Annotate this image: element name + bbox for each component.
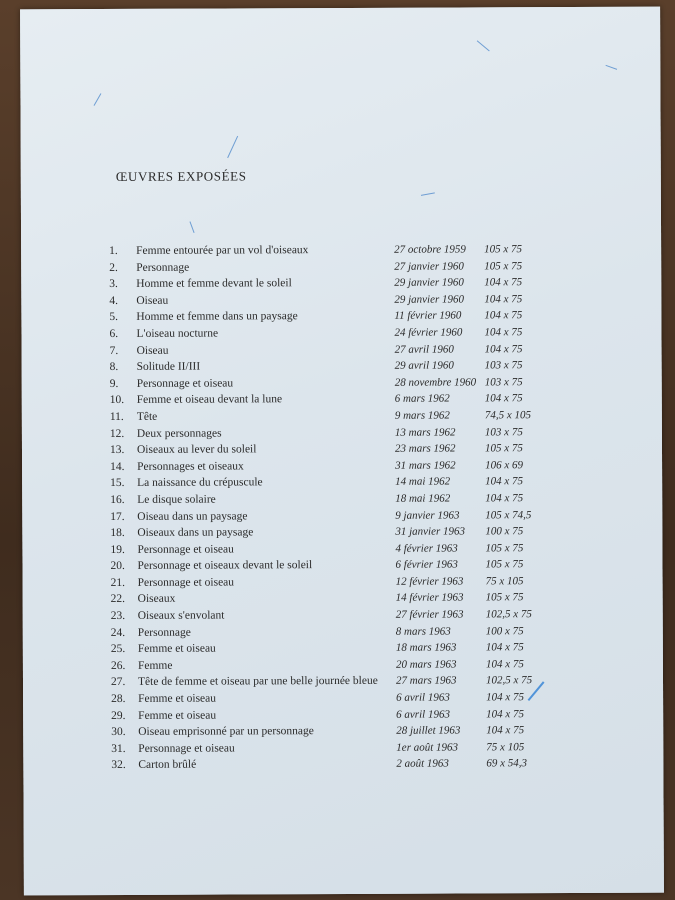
work-item [109,324,579,343]
work-date: 2 août 1963 [396,757,449,771]
work-number: 24. [110,626,126,639]
work-number: 22. [110,593,126,606]
work-title: Personnage [136,261,190,274]
work-date: 27 janvier 1960 [394,260,464,273]
work-title: Oiseaux s'envolant [137,609,225,622]
work-number: 17. [110,510,125,523]
work-number: 8. [109,361,119,374]
work-item [110,473,580,492]
work-item [109,241,579,260]
work-dimensions: 104 x 75 [484,326,523,339]
work-title: Oiseaux [137,593,176,606]
work-number: 11. [109,410,124,423]
blue-speck [606,65,618,70]
work-number: 15. [110,477,125,490]
work-number: 20. [110,560,125,573]
work-date: 27 octobre 1959 [394,243,466,256]
work-title: Personnage et oiseau [136,377,234,390]
work-title: Oiseau [136,344,169,357]
work-number: 31. [111,742,126,755]
work-title: Solitude II/III [136,360,201,374]
work-dimensions: 102,5 x 75 [485,608,532,621]
works-list [109,241,581,774]
work-dimensions: 105 x 75 [484,259,523,272]
work-date: 23 mars 1962 [394,442,456,455]
work-date: 28 juillet 1963 [396,724,461,737]
work-dimensions: 105 x 75 [484,442,523,455]
work-dimensions: 103 x 75 [484,425,523,438]
work-dimensions: 102,5 x 75 [485,674,533,687]
work-number: 25. [110,643,126,656]
work-date: 1er août 1963 [396,741,459,754]
work-date: 9 mars 1962 [394,409,450,422]
work-dimensions: 100 x 75 [485,624,524,638]
work-item [110,540,580,559]
work-number: 29. [111,709,126,722]
work-date: 18 mars 1963 [395,641,457,655]
work-item [110,341,580,360]
work-title: Oiseaux au lever du soleil [136,443,257,457]
work-title: Oiseau dans un paysage [137,509,248,523]
work-dimensions: 103 x 75 [484,375,523,389]
work-number: 13. [109,444,125,457]
work-number: 30. [111,726,126,739]
paper-sheet [20,7,664,896]
work-dimensions: 104 x 75 [486,691,524,704]
work-number: 6. [109,327,119,340]
work-dimensions: 104 x 75 [485,475,524,488]
work-date: 27 février 1963 [395,608,464,621]
work-item [111,722,581,741]
work-title: Homme et femme devant le soleil [136,277,292,291]
work-dimensions: 105 x 75 [485,591,524,604]
blue-speck [477,40,490,51]
work-number: 3. [109,278,118,291]
blue-speck [94,93,102,106]
work-title: Personnage et oiseau [137,576,235,589]
work-title: Tête [136,410,158,423]
work-title: Tête de femme et oiseau par une belle journée bleue [137,675,378,689]
work-item [110,357,580,376]
work-dimensions: 104 x 75 [484,276,523,289]
work-item [110,506,580,525]
work-date: 27 mars 1963 [395,674,457,688]
work-date: 8 mars 1963 [395,625,451,638]
work-title: Oiseau [136,294,169,307]
work-item [111,606,581,625]
work-item [110,440,580,459]
work-item [111,656,581,675]
work-dimensions: 104 x 75 [485,492,524,505]
work-dimensions: 105 x 75 [484,243,523,256]
work-dimensions: 104 x 75 [484,309,523,322]
work-date: 14 mai 1962 [395,475,451,489]
work-dimensions: 100 x 75 [485,525,524,538]
work-item [110,374,580,393]
work-item [111,573,581,592]
work-item [110,490,580,509]
work-title: La naissance du crépuscule [137,476,263,490]
work-date: 18 mai 1962 [395,492,451,505]
work-item [111,689,581,708]
work-dimensions: 105 x 75 [485,558,524,571]
work-item [109,274,579,293]
work-item [111,589,581,608]
work-dimensions: 104 x 75 [484,292,523,306]
work-item [111,639,581,658]
work-item [110,390,580,409]
work-item [111,706,581,725]
work-number: 12. [109,427,125,440]
work-title: Oiseaux dans un paysage [137,526,254,539]
work-date: 31 mars 1962 [395,459,456,472]
work-date: 13 mars 1962 [394,426,456,439]
work-number: 1. [109,244,118,258]
work-item [109,291,579,310]
work-title: Deux personnages [136,427,222,440]
work-item [110,556,580,575]
work-title: Le disque solaire [137,493,216,506]
blue-speck [421,192,435,195]
work-date: 24 février 1960 [394,326,463,339]
work-title: Femme et oiseau [138,692,217,705]
work-number: 4. [109,294,118,307]
work-number: 27. [110,676,126,689]
work-date: 6 mars 1962 [394,392,450,406]
work-number: 10. [109,394,125,407]
work-number: 9. [109,377,119,390]
work-number: 16. [110,493,125,506]
page-heading: ŒUVRES EXPOSÉES [115,168,247,184]
work-dimensions: 104 x 75 [485,658,524,671]
work-date: 29 janvier 1960 [394,276,464,289]
work-date: 29 avril 1960 [394,359,454,372]
work-title: Femme [137,659,173,672]
work-date: 6 février 1963 [395,558,458,572]
work-number: 2. [109,261,118,274]
blue-speck [227,136,238,158]
work-dimensions: 75 x 105 [486,741,525,754]
work-number: 21. [110,576,125,589]
work-title: Femme et oiseau devant la lune [136,393,283,407]
work-title: L'oiseau nocturne [136,327,219,340]
work-date: 11 février 1960 [394,309,462,323]
work-date: 27 avril 1960 [394,343,454,356]
work-item [110,423,580,442]
work-item [111,672,581,691]
work-item [110,457,580,476]
work-date: 29 janvier 1960 [394,293,465,306]
work-number: 32. [111,759,126,772]
work-dimensions: 104 x 75 [486,707,525,720]
work-date: 9 janvier 1963 [395,508,460,522]
work-dimensions: 104 x 75 [486,724,525,737]
work-title: Personnages et oiseaux [137,460,244,473]
work-title: Personnage et oiseaux devant le soleil [137,559,313,573]
work-date: 6 avril 1963 [396,708,450,721]
work-title: Homme et femme dans un paysage [136,310,298,324]
work-date: 6 avril 1963 [396,691,450,704]
work-title: Personnage et oiseau [138,742,235,755]
work-number: 18. [110,527,125,540]
work-item [109,307,579,326]
work-date: 31 janvier 1963 [395,525,466,538]
work-dimensions: 104 x 75 [484,392,523,405]
work-dimensions: 103 x 75 [484,359,523,372]
work-title: Carton brûlé [138,759,197,772]
work-item [110,407,580,426]
blue-speck [189,221,194,233]
work-item [111,623,581,642]
work-dimensions: 104 x 75 [485,641,524,654]
work-dimensions: 105 x 75 [485,541,524,555]
work-dimensions: 75 x 105 [485,575,524,588]
work-item [111,755,581,774]
work-number: 28. [111,692,126,706]
work-dimensions: 74,5 x 105 [484,409,532,422]
work-date: 14 février 1963 [395,591,464,605]
work-title: Femme et oiseau [138,709,217,722]
work-number: 5. [109,311,119,324]
work-date: 20 mars 1963 [395,658,457,671]
work-dimensions: 106 x 69 [485,458,523,472]
work-number: 14. [110,460,125,473]
work-title: Personnage et oiseau [137,543,234,556]
work-date: 4 février 1963 [395,542,458,555]
work-dimensions: 105 x 74,5 [485,508,532,521]
work-title: Oiseau emprisonné par un personnage [138,725,314,739]
work-item [110,523,580,542]
work-title: Personnage [137,626,191,639]
work-number: 19. [110,543,125,556]
work-item [109,258,579,277]
work-dimensions: 104 x 75 [484,342,523,355]
work-title: Femme et oiseau [137,642,216,656]
work-number: 7. [109,344,119,357]
work-number: 26. [110,659,126,672]
work-item [111,739,581,758]
work-number: 23. [110,610,126,623]
work-date: 12 février 1963 [395,575,464,588]
work-title: Femme entourée par un vol d'oiseaux [136,244,309,257]
work-dimensions: 69 x 54,3 [486,757,528,770]
work-date: 28 novembre 1960 [394,376,477,389]
